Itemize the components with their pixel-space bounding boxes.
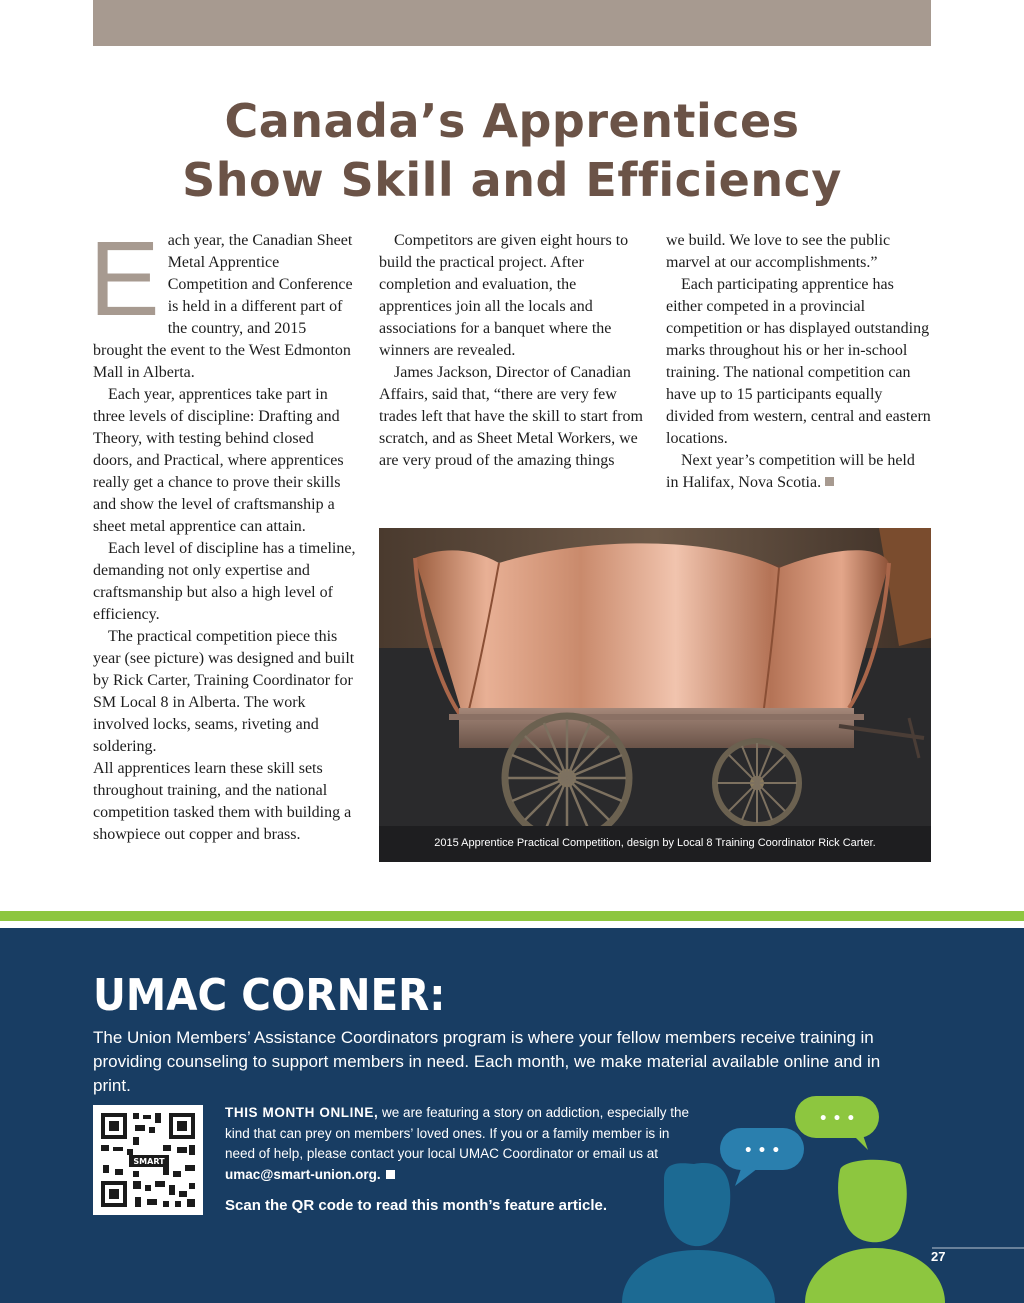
paragraph: The practical competition piece this year (see picture) was designed and built by Rick Carter, Training Coordinator for SM Local 8 in Alberta. The work involved locks, seams, riveting and soldering. — [93, 628, 355, 755]
drop-cap: E — [89, 220, 160, 338]
article-column-1 — [89, 220, 357, 846]
section-divider — [0, 911, 1024, 921]
paragraph: Each level of discipline has a timeline, demanding not only expertise and craftsmanship but also a high level of efficiency. — [93, 540, 356, 623]
wagon-photo — [379, 528, 931, 862]
umac-title: UMAC CORNER: — [93, 970, 446, 1021]
wagon-wheel — [715, 741, 799, 825]
end-mark — [386, 1170, 395, 1179]
paragraph: Each participating apprentice has either competed in a provincial competition or has displayed outstanding marks throughout his or her in-school training. The national competition can have up to 15 participants equally divided from western, central and eastern locations. — [666, 276, 931, 447]
article-column-2 — [379, 230, 644, 472]
email-link[interactable]: umac@smart-union.org. — [225, 1166, 381, 1182]
speech-bubble-dots: • • • — [818, 1111, 856, 1127]
paragraph — [89, 220, 357, 384]
paragraph-text: ach year, the Canadian Sheet Metal Apprentice Competition and Conference is held in a different part of the country, and 2015 brought the event to the West Edmonton Mall in Alberta. — [93, 232, 353, 381]
month-online-lead: THIS MONTH ONLINE, — [225, 1105, 379, 1120]
paragraph: James Jackson, Director of Canadian Affairs, said that, “there are very few trades left that have the skill to start from scratch, and as Sheet Metal Workers, we are very proud of the amazing things — [379, 364, 643, 469]
end-mark — [825, 477, 834, 486]
umac-intro: The Union Members’ Assistance Coordinators program is where your fellow members receive training in providing counseling to support members in need. Each month, we make material available online and in print. — [93, 1028, 881, 1095]
umac-corner-section — [0, 928, 1024, 1303]
paragraph: we build. We love to see the public marvel at our accomplishments.” — [666, 232, 891, 271]
qr-label: SMART — [133, 1157, 165, 1166]
photo-caption: 2015 Apprentice Practical Competition, design by Local 8 Training Coordinator Rick Carter. — [434, 837, 876, 849]
qr-code-icon[interactable] — [93, 1105, 203, 1215]
qr-code-graphic — [93, 1105, 203, 1215]
paragraph-text: Next year’s competition will be held in Halifax, Nova Scotia. — [666, 452, 915, 491]
paragraph: All apprentices learn these skill sets throughout training, and the national competition tasked them with building a showpiece out copper and brass. — [93, 760, 352, 843]
article-column-3 — [666, 230, 931, 494]
paragraph: Competitors are given eight hours to build the practical project. After completion and evaluation, the apprentices join all the locals and associations for a banquet where the winners are revealed. — [379, 232, 629, 359]
page-number: 27 — [931, 1249, 946, 1264]
title-line-2: Show Skill and Efficiency — [182, 153, 842, 207]
scan-qr-prompt: Scan the QR code to read this month’s feature article. — [225, 1197, 608, 1214]
wagon-wheel — [505, 716, 629, 840]
person-icon — [805, 1160, 945, 1303]
speech-bubble-dots: • • • — [743, 1143, 781, 1159]
title-line-1: Canada’s Apprentices — [224, 94, 800, 148]
paragraph — [666, 450, 931, 494]
top-bar — [93, 0, 931, 46]
article-title — [93, 92, 931, 210]
paragraph: Each year, apprentices take part in three levels of discipline: Drafting and Theory, with testing behind closed doors, and Practical, where apprentices really get a chance to prove their skills and show the level of craftsmanship a sheet metal apprentice can attain. — [93, 386, 344, 535]
month-online-body: we are featuring a story on addiction, especially the kind that can prey on members’ loved ones. If you or a family member is in need of help, please contact your local UMAC Coordinator or email us at — [225, 1105, 689, 1161]
month-online-text — [225, 1103, 695, 1185]
copper-wagon-image — [379, 528, 931, 862]
